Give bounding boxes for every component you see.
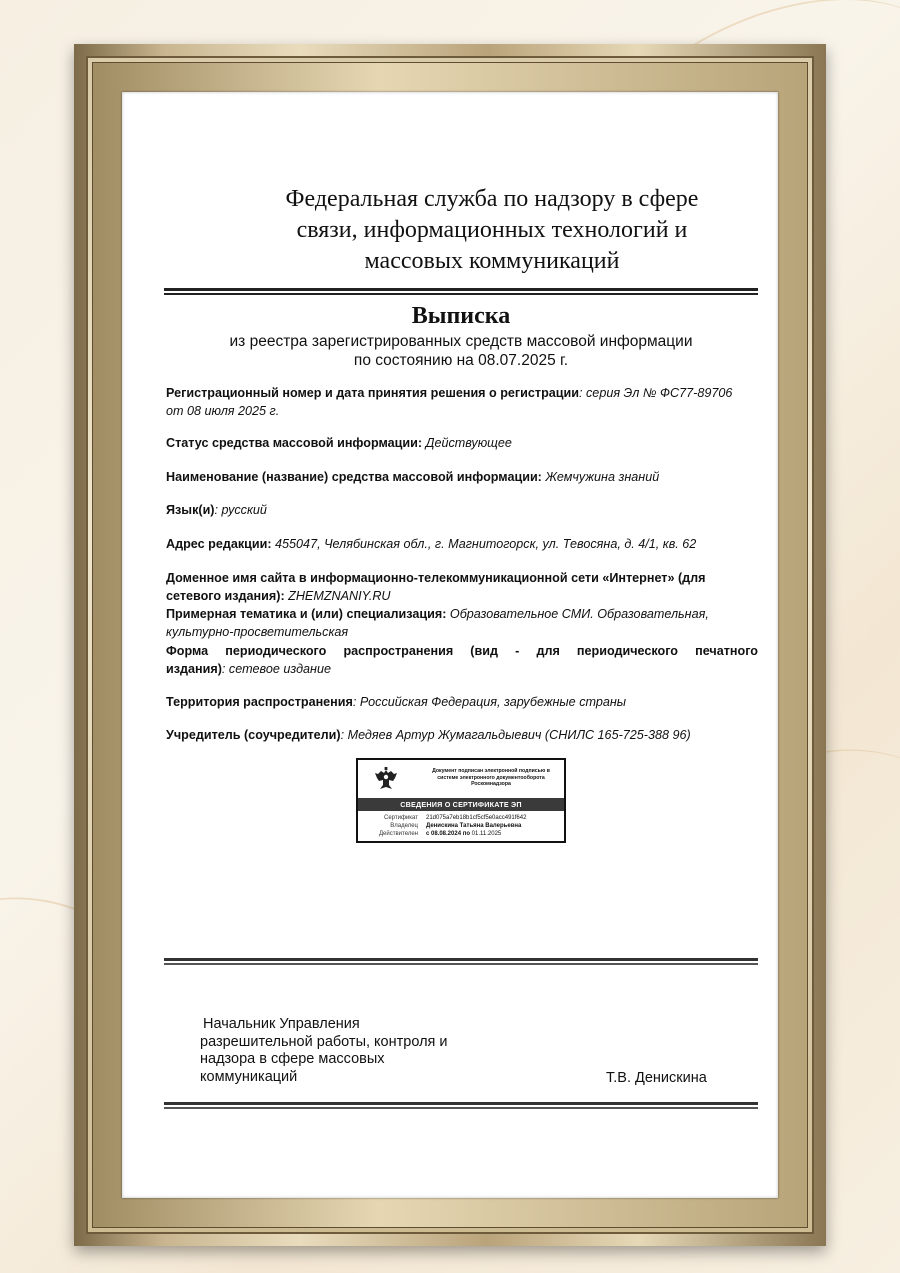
signer-name: Т.В. Денискина [606, 1070, 707, 1086]
bottom-divider [164, 1107, 758, 1109]
field-value: ZHEMZNANIY.RU [284, 589, 391, 603]
document-subtitle [164, 332, 758, 370]
field-status [166, 434, 758, 452]
stamp-title-bar: СВЕДЕНИЯ О СЕРТИФИКАТЕ ЭП [358, 798, 564, 811]
agency-name-line: связи, информационных технологий и [296, 217, 688, 243]
field-value: : серия Эл № ФС77-89706 [579, 386, 733, 400]
field-founder [166, 726, 758, 744]
field-domain [166, 569, 758, 605]
footer-divider [164, 958, 758, 961]
document-title: Выписка [411, 303, 511, 329]
stamp-owner-name: Денискина Татьяна Валерьевна [426, 823, 522, 829]
field-label: Учредитель (соучредители) [166, 728, 341, 742]
header-divider [164, 288, 758, 291]
signer-position-line: Начальник Управления [203, 1016, 360, 1032]
field-value: от 08 июля 2025 г. [166, 404, 280, 418]
field-value: 455047, Челябинская обл., г. Магнитогорск, ул. Тевосяна, д. 4/1, кв. 62 [271, 537, 697, 551]
stamp-heading-line: Документ подписан электронной подписью в [432, 768, 550, 774]
field-form [166, 642, 758, 678]
field-label: Доменное имя сайта в информационно-телекоммуникационной сети «Интернет» (для [166, 571, 706, 585]
document-paper [122, 92, 778, 1198]
field-label: Наименование (название) средства массовой информации: [166, 470, 542, 484]
field-label: сетевого издания): [166, 589, 285, 603]
field-value: : Российская Федерация, зарубежные страны [352, 695, 627, 709]
field-territory [166, 693, 758, 711]
double-headed-eagle-icon [372, 766, 400, 794]
stamp-heading-line: Роскомнадзора [471, 781, 511, 787]
agency-name [262, 184, 722, 277]
stamp-key: Владелец [390, 823, 418, 829]
subtitle-line: из реестра зарегистрированных средств массовой информации [229, 333, 693, 350]
field-value: : русский [214, 503, 267, 517]
stamp-heading-line: системе электронного документооборота [437, 774, 545, 781]
field-label: издания) [166, 662, 222, 676]
field-value: культурно-просветительская [166, 625, 349, 639]
field-language [166, 501, 758, 519]
subtitle-date: по состоянию на 08.07.2025 г. [353, 352, 569, 369]
field-registration [166, 384, 758, 420]
field-label: Статус средства массовой информации: [166, 436, 423, 450]
stamp-heading [418, 768, 564, 788]
field-label: Форма периодического распространения (вид - для периодического печатного [166, 644, 758, 658]
field-label: Регистрационный номер и дата принятия решения о регистрации [166, 386, 580, 400]
stamp-key: Действителен [378, 831, 418, 837]
stamp-valid-to: 01.11.2025 [470, 831, 502, 837]
signer-position [200, 1016, 480, 1086]
field-value: Жемчужина знаний [541, 470, 660, 484]
field-address [166, 535, 758, 553]
signer-position-line: надзора в сфере массовых [200, 1051, 385, 1067]
field-label: Территория распространения [166, 695, 353, 709]
stamp-valid-from: с 08.08.2024 по [426, 831, 470, 837]
footer-divider [164, 963, 758, 965]
field-topic [166, 605, 758, 641]
e-signature-stamp [356, 758, 566, 843]
field-label: Примерная тематика и (или) специализация: [166, 607, 447, 621]
field-label: Адрес редакции: [166, 537, 272, 551]
agency-name-line: Федеральная служба по надзору в сфере [285, 186, 699, 212]
stamp-value [426, 822, 521, 830]
signer-position-line: разрешительной работы, контроля и [200, 1033, 448, 1050]
stamp-value [426, 830, 501, 838]
field-value: : сетевое издание [221, 662, 331, 676]
stamp-key: Сертификат [384, 815, 418, 821]
field-value: : Медяев Артур Жумагальдыевич (СНИЛС 165-725-388 96) [340, 728, 691, 742]
header-divider [164, 293, 758, 295]
field-value: Образовательное СМИ. Образовательная, [446, 607, 709, 621]
agency-name-line: массовых коммуникаций [364, 248, 620, 274]
field-media-name [166, 468, 758, 486]
field-value: Действующее [422, 436, 512, 450]
picture-frame [74, 44, 826, 1246]
bottom-divider [164, 1102, 758, 1105]
stamp-value: 21d075a7eb18b1cf5cf5e0acc491f642 [426, 815, 527, 821]
signer-position-line: коммуникаций [200, 1068, 298, 1085]
field-label: Язык(и) [166, 503, 215, 517]
